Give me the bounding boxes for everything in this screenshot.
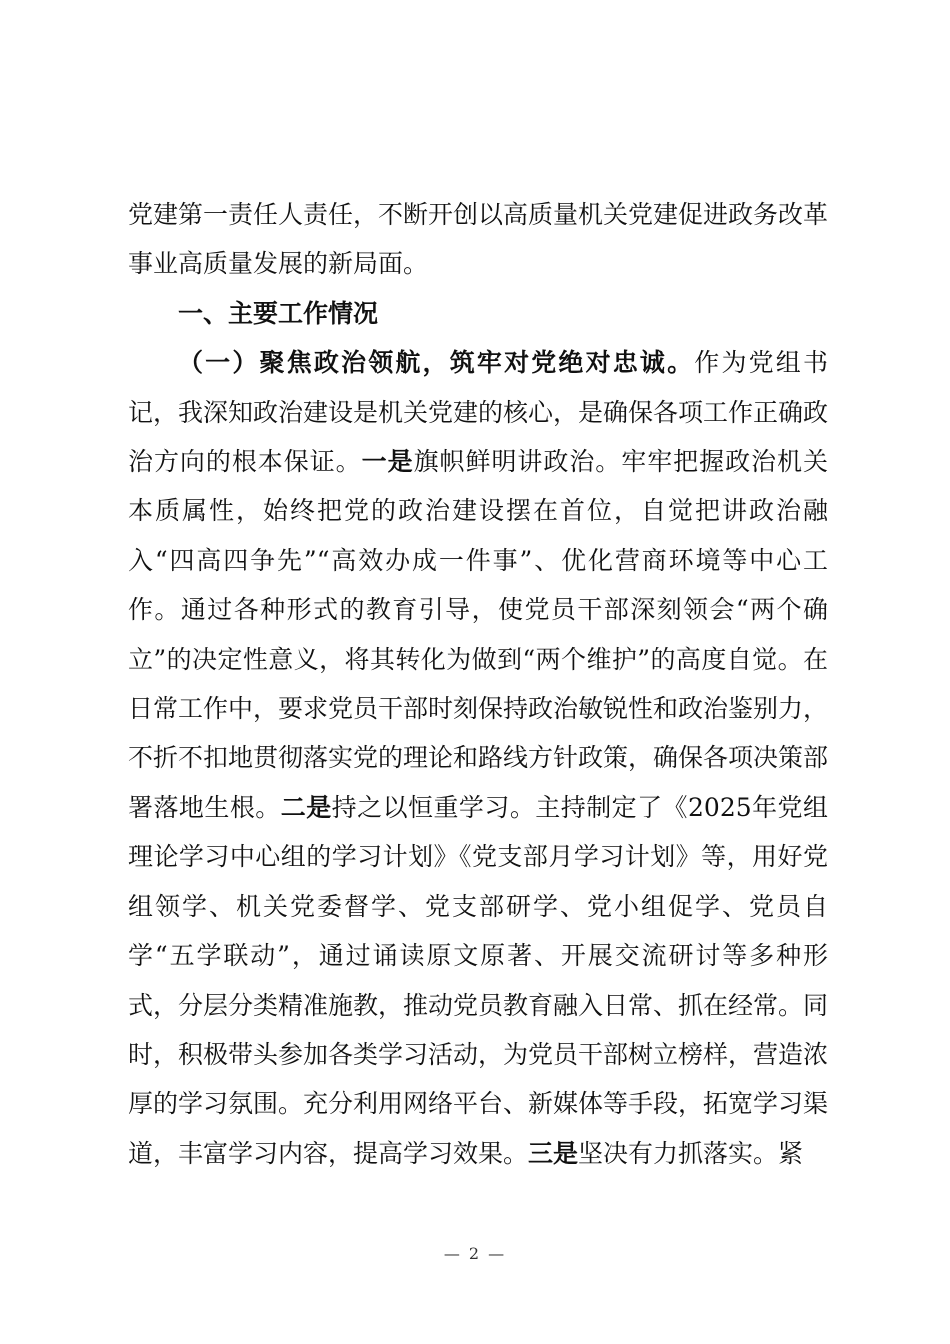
point3-label: 三是 <box>528 1138 579 1168</box>
continuation-paragraph: 党建第一责任人责任，不断开创以高质量机关党建促进政务改革事业高质量发展的新局面。 <box>128 200 829 279</box>
subsection-paragraph <box>128 338 828 1178</box>
point2-text: 持之以恒重学习。主持制定了《2025年党组理论学习中心组的学习计划》《党支部月学习计划》等，用好党组领学、机关党委督学、党支部研学、党小组促学、党员自学“五学联动”，通过诵读原文原著、开展交流研讨等多种形式，分层分类精准施教，推动党员教育融入日常、抓在经常。同时，积极带头参加各类学习活动，为党员干部树立榜样，营造浓厚的学习氛围。充分利用网络平台、新媒体等手段，拓宽学习渠道，丰富学习内容，提高学习效果。 <box>128 792 829 1168</box>
point1-label: 一是 <box>361 447 414 477</box>
subsection-title: （一）聚焦政治领航，筑牢对党绝对忠诚。 <box>178 348 695 378</box>
point2-label: 二是 <box>280 792 332 822</box>
page-number: — 2 — <box>443 1244 507 1263</box>
section-heading: 一、主要工作情况 <box>178 298 379 328</box>
point3-text: 坚决有力抓落实。紧 <box>578 1138 804 1168</box>
subsection-intro: 作为党组书记，我深知政治建设是机关党建的核心，是确保各项工作正确政治方向的根本保证。 <box>128 348 829 477</box>
document-body <box>128 190 828 1178</box>
point1-text: 旗帜鲜明讲政治。牢牢把握政治机关本质属性，始终把党的政治建设摆在首位，自觉把讲政治融入“四高四争先”“高效办成一件事”、优化营商环境等中心工作。通过各种形式的教育引导，使党员干部深刻领会“两个确立”的决定性意义，将其转化为做到“两个维护”的高度自觉。在日常工作中，要求党员干部时刻保持政治敏锐性和政治鉴别力，不折不扣地贯彻落实党的理论和路线方针政策，确保各项决策部署落地生根。 <box>128 447 829 822</box>
